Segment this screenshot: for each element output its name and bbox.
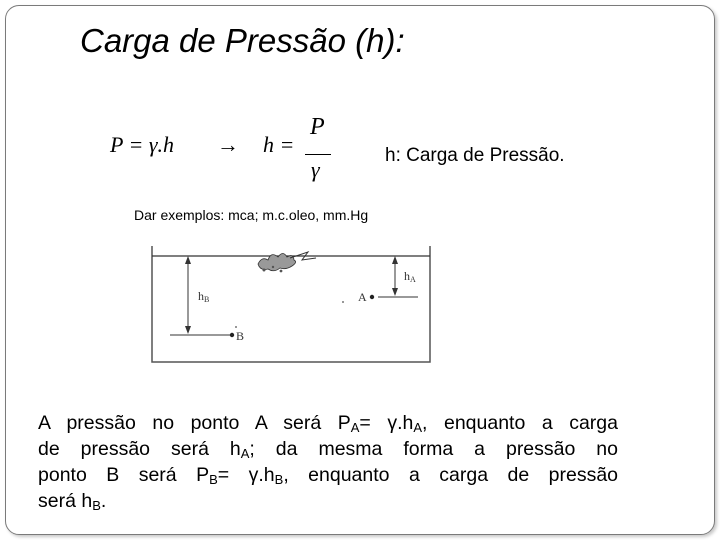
fraction-bar bbox=[305, 154, 331, 155]
point-A-label: A bbox=[358, 290, 367, 304]
hA-arrow-bottom-icon bbox=[392, 288, 398, 296]
hB-label: hB bbox=[198, 289, 210, 304]
point-B-label: B bbox=[236, 329, 245, 343]
point-B-dot bbox=[230, 333, 234, 337]
examples-note: Dar exemplos: mca; m.c.oleo, mm.Hg bbox=[134, 207, 369, 223]
slide-title: Carga de Pressão (h): bbox=[80, 22, 405, 59]
formula-label: h: Carga de Pressão. bbox=[385, 145, 565, 166]
hA-arrow-top-icon bbox=[392, 256, 398, 264]
formula-lhs: P = γ.h bbox=[110, 132, 175, 157]
formula-h-eq: h = bbox=[263, 132, 295, 157]
formula-denominator: γ bbox=[311, 157, 320, 182]
splash-icon bbox=[258, 252, 316, 272]
explanation-paragraph bbox=[38, 410, 618, 514]
arrow-icon: → bbox=[217, 132, 239, 157]
formula-numerator: P bbox=[310, 114, 325, 140]
paragraph-line-2: de pressão será $h_A$; da mesma forma a pressão no bbox=[38, 438, 618, 461]
point-A-dot bbox=[370, 295, 374, 299]
hB-arrow-top-icon bbox=[185, 256, 191, 264]
paragraph-line-3: ponto B será $P_B= \gamma.h_B$, enquanto a carga de pressão bbox=[38, 464, 619, 487]
paragraph-line-4: será $h_B$. bbox=[38, 490, 107, 513]
tank-diagram bbox=[140, 236, 440, 366]
paragraph-line-1: A pressão no ponto A será $P_A= \gamma.h_A$, enquanto a carga bbox=[38, 412, 618, 435]
hA-label: hA bbox=[404, 269, 416, 284]
hB-arrow-bottom-icon bbox=[185, 326, 191, 334]
